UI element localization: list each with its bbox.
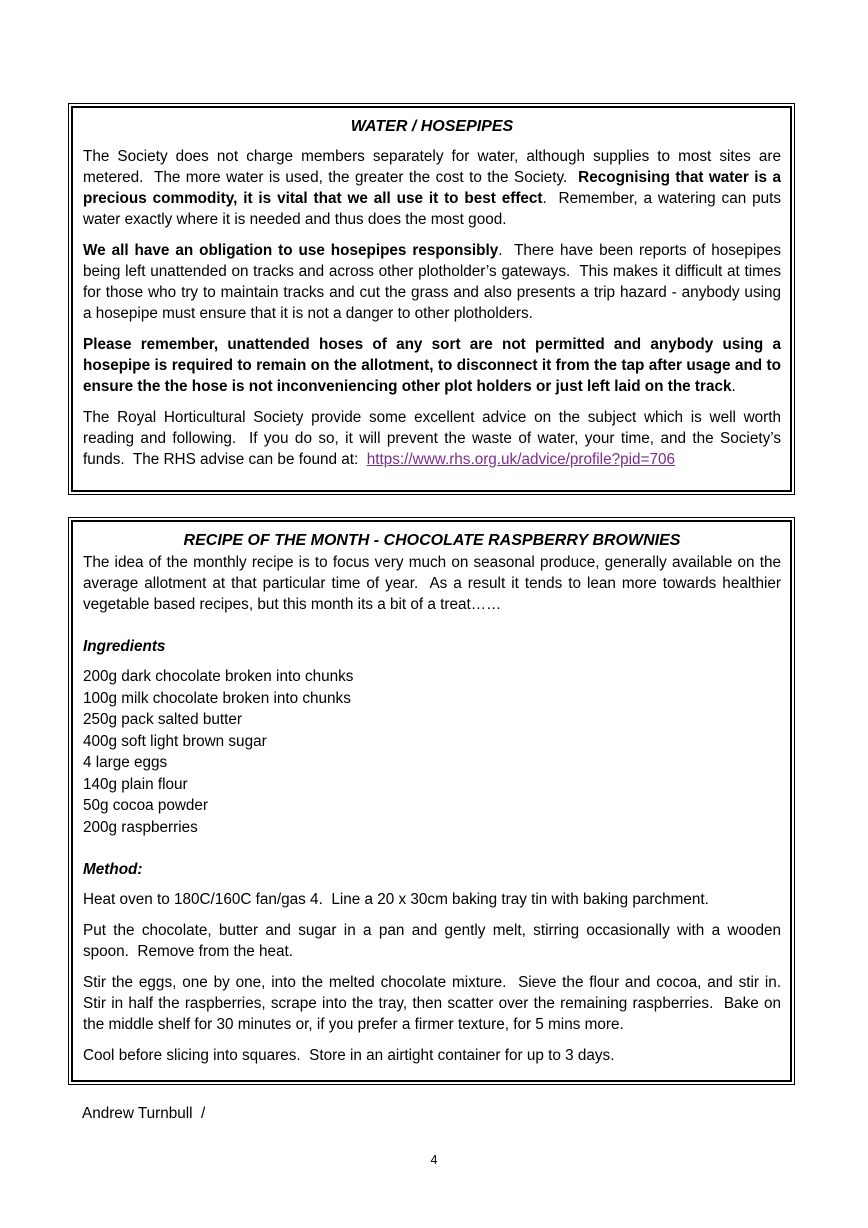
ingredient-line: 4 large eggs bbox=[83, 754, 168, 771]
ingredient-line: 250g pack salted butter bbox=[83, 711, 243, 728]
water-p2-run-bold: We all have an obligation to use hosepipes responsibly bbox=[83, 242, 499, 259]
water-p1-run-bold: Recognising that water is a precious commodity, it is vital that we all use it to best effect bbox=[83, 169, 786, 207]
ingredient-line: 100g milk chocolate broken into chunks bbox=[83, 689, 351, 707]
recipe-box-title: RECIPE OF THE MONTH - CHOCOLATE RASPBERRY BROWNIES bbox=[183, 532, 681, 549]
water-p1-run-normal-2: . Remember, a watering can puts water exactly where it is needed and thus does the most good. bbox=[83, 190, 786, 228]
water-p2-run-normal: . There have been reports of hosepipes being left unattended on tracks and across other plotholder’s gateways. This makes it difficult at times for those who try to maintain tracks and cut the grass and also presents a trip hazard - anybody using a hosepipe must ensure that it is not a danger to other plotholders. bbox=[83, 242, 786, 322]
water-paragraph-4 bbox=[83, 407, 786, 470]
ingredient-line: 400g soft light brown sugar bbox=[83, 732, 267, 750]
recipe-of-the-month-box bbox=[68, 517, 795, 1085]
ingredient-line: 200g dark chocolate broken into chunks bbox=[83, 668, 354, 685]
ingredient-line: 140g plain flour bbox=[83, 775, 188, 793]
method-paragraph: Cool before slicing into squares. Store in an airtight container for up to 3 days. bbox=[83, 1047, 615, 1064]
water-hosepipes-box bbox=[68, 103, 795, 495]
water-paragraph-1 bbox=[83, 146, 786, 230]
recipe-box-inner bbox=[71, 520, 792, 1082]
water-hosepipes-box-inner bbox=[71, 106, 792, 492]
recipe-intro-paragraph: The idea of the monthly recipe is to focus very much on seasonal produce, generally available on the average allotment at that particular time of year. As a result it tends to lean more towards healthier vegetable based recipes, but this month its a bit of a treat…… bbox=[83, 554, 786, 613]
water-box-title: WATER / HOSEPIPES bbox=[350, 118, 514, 135]
page-number: 4 bbox=[430, 1153, 438, 1167]
water-paragraph-2 bbox=[83, 240, 786, 324]
water-p3-run-bold: Please remember, unattended hoses of any sort are not permitted and anybody using a hosepipe is required to remain on the allotment, to disconnect it from the tap after usage and to ensure the the hose is not inconveniencing other plot holders or just left laid on the track bbox=[83, 336, 786, 395]
method-paragraph: Put the chocolate, butter and sugar in a pan and gently melt, stirring occasionally with a wooden spoon. Remove from the heat. bbox=[83, 922, 786, 960]
ingredient-line: 50g cocoa powder bbox=[83, 797, 209, 814]
method-heading: Method: bbox=[83, 861, 143, 878]
water-paragraph-3 bbox=[83, 334, 786, 397]
water-p4-run-normal: The Royal Horticultural Society provide some excellent advice on the subject which is well worth reading and following. If you do so, it will prevent the waste of water, your time, and the Society’s funds. The RHS advise can be found at: bbox=[83, 409, 786, 468]
water-p1-run-normal: The Society does not charge members separately for water, although supplies to most sites are metered. The more water is used, the greater the cost to the Society. bbox=[83, 148, 786, 186]
footer-author: Andrew Turnbull / bbox=[82, 1105, 206, 1122]
ingredient-line: 200g raspberries bbox=[83, 818, 198, 836]
method-paragraph: Stir the eggs, one by one, into the melted chocolate mixture. Sieve the flour and cocoa, and stir in. Stir in half the raspberries, scrape into the tray, then scatter over the remaining raspberries. Bake on the middle shelf for 30 minutes or, if you prefer a firmer texture, for 5 mins more. bbox=[83, 974, 790, 1033]
method-paragraph: Heat oven to 180C/160C fan/gas 4. Line a 20 x 30cm baking tray tin with baking parchment. bbox=[83, 891, 709, 908]
ingredients-heading: Ingredients bbox=[83, 638, 166, 655]
ingredients-list bbox=[83, 666, 781, 838]
water-p3-run-normal: . bbox=[731, 378, 736, 395]
rhs-advice-link[interactable]: https://www.rhs.org.uk/advice/profile?pid=706 bbox=[366, 451, 675, 468]
